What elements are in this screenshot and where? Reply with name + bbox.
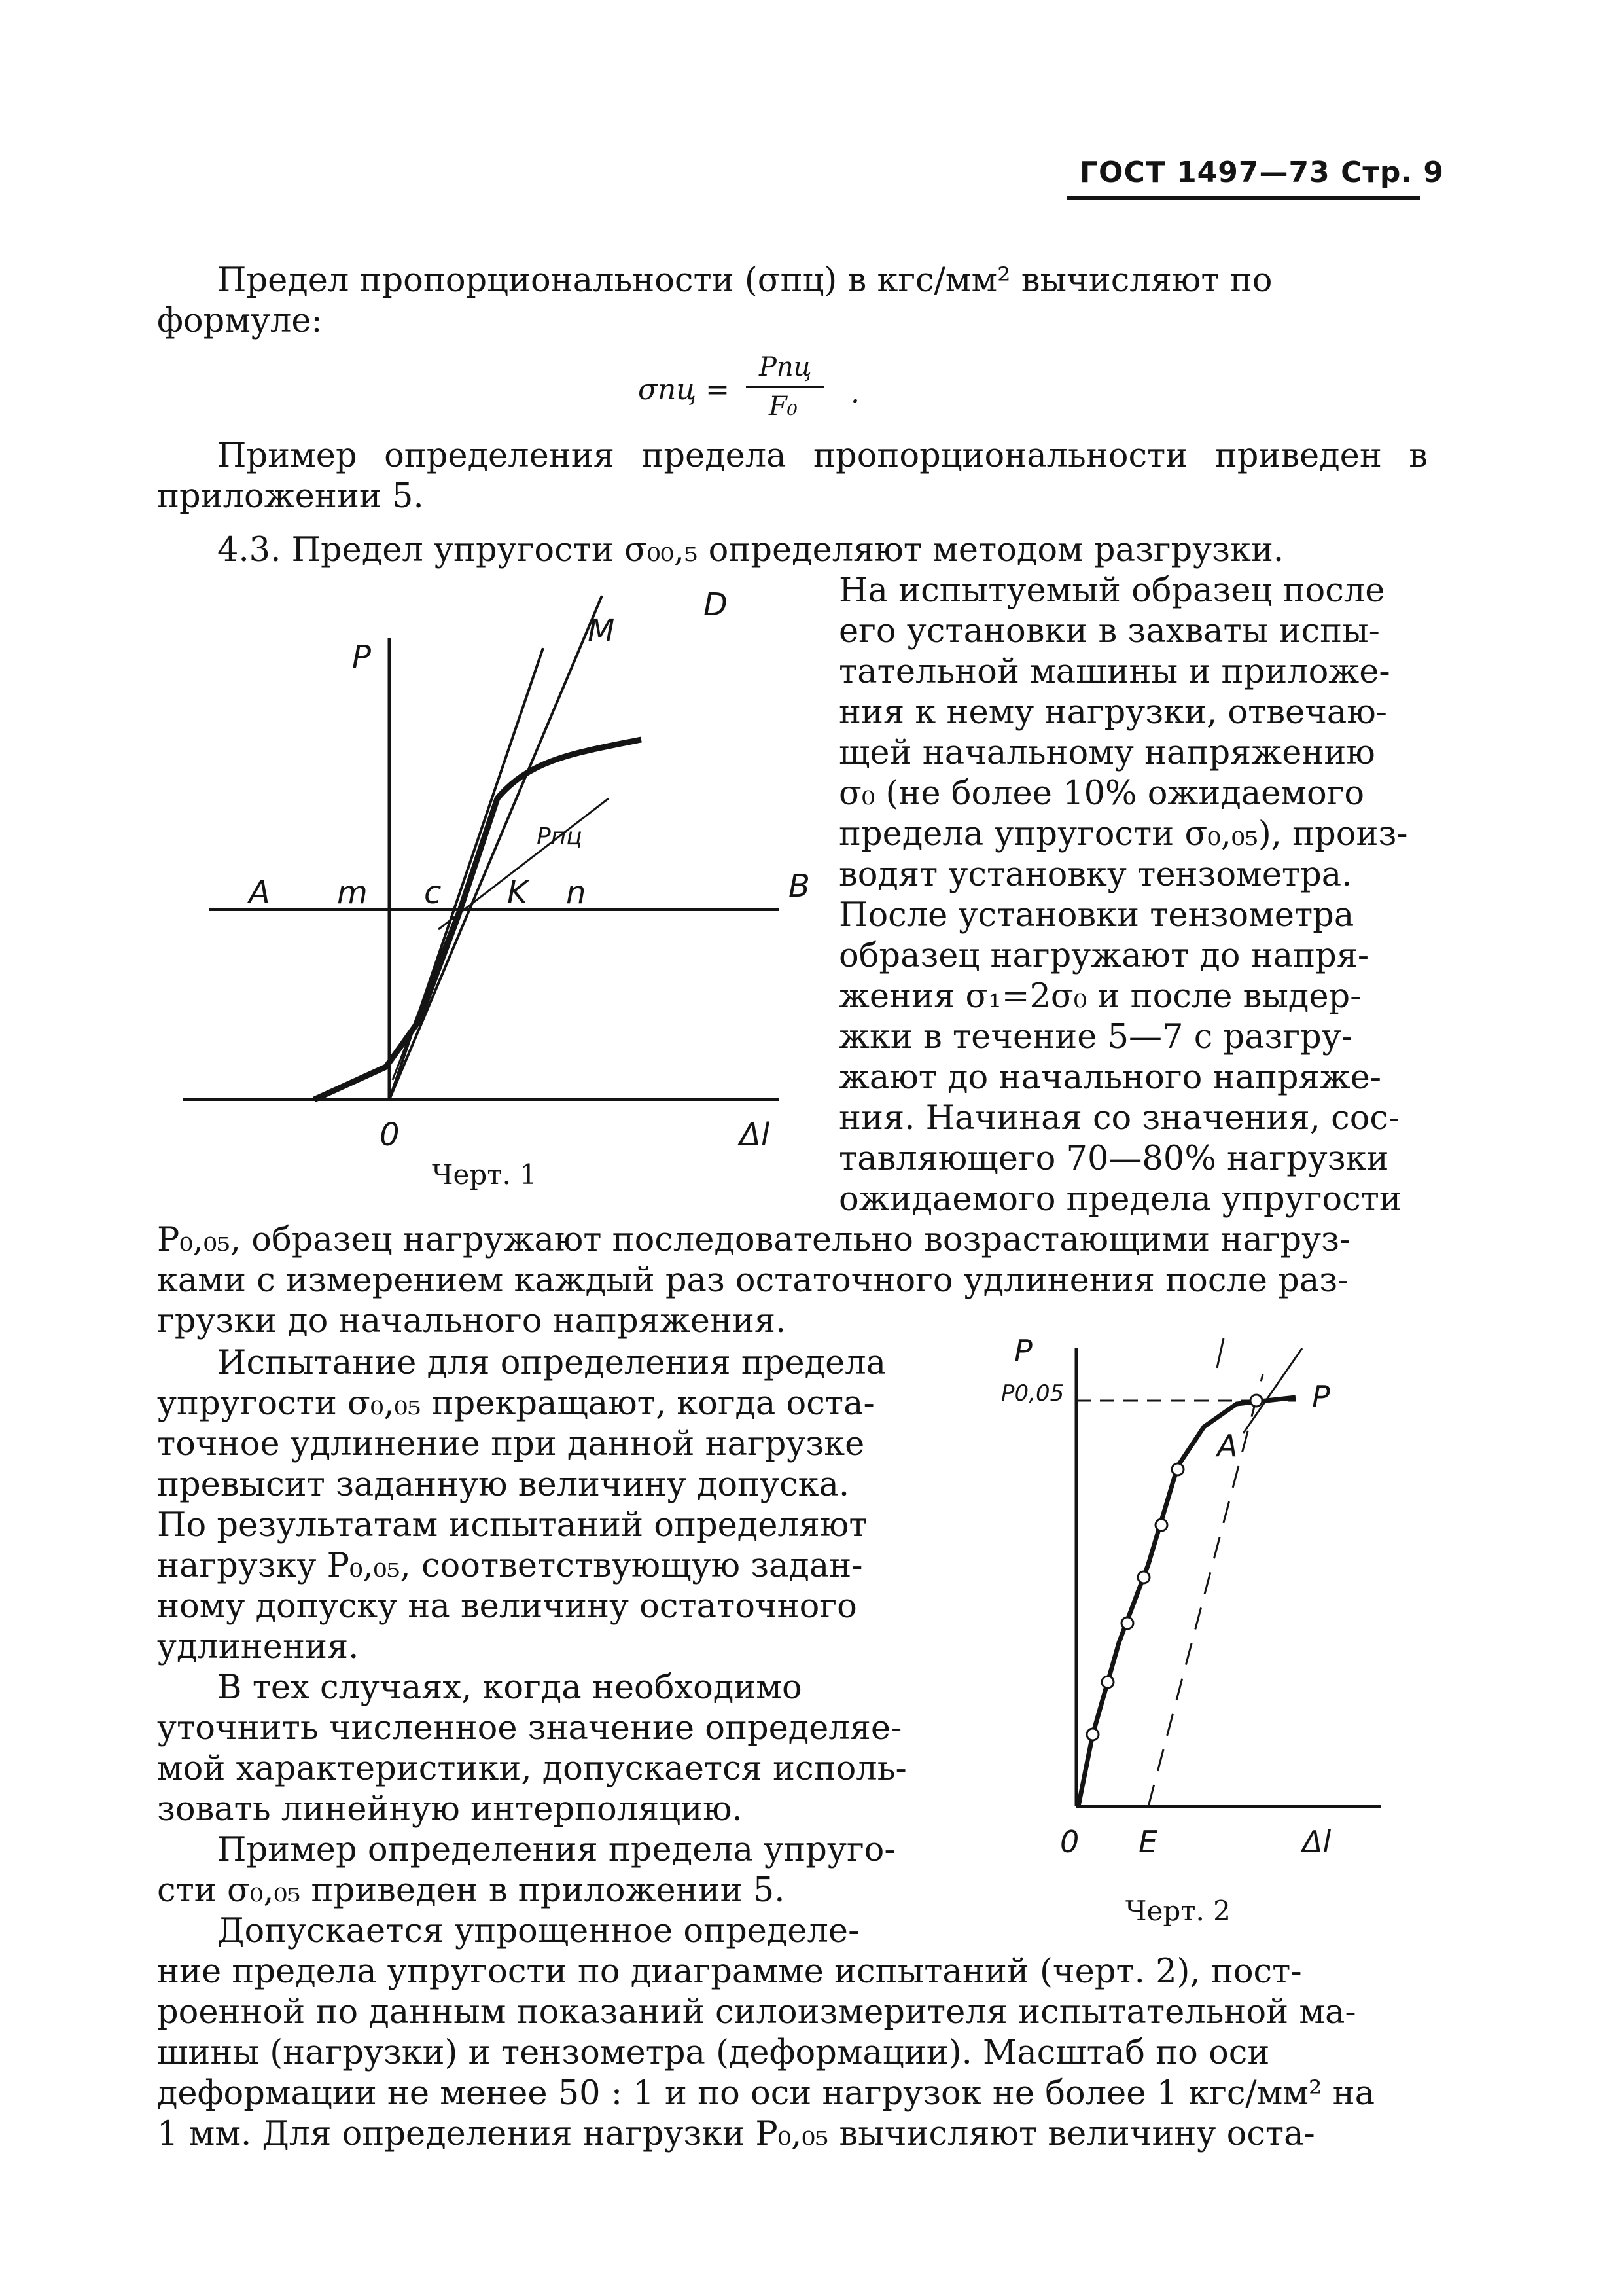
formula-lhs (638, 373, 730, 406)
right-line: водят установку тензометра. (839, 855, 1352, 894)
left-line: сти σ₀,₀₅ приведен в приложении 5. (157, 1871, 785, 1910)
fig2-label-A: A (1217, 1428, 1238, 1463)
formula-period: . (851, 376, 860, 410)
fig1-label-c: c (424, 874, 442, 911)
right-line: ния. Начиная со значения, сос- (839, 1099, 1400, 1138)
fig1-label-dl: Δl (739, 1117, 770, 1153)
right-line: его установки в захваты испы- (839, 612, 1380, 651)
full-line: ками с измерением каждый раз остаточного удлинения после раз- (157, 1261, 1349, 1300)
formula-bar (746, 386, 824, 388)
fig2-offset-dashed (1148, 1374, 1263, 1806)
fig2-label-P: P (1014, 1335, 1033, 1369)
fig2-caption: Черт. 2 (1125, 1895, 1231, 1927)
fig1-curve (314, 740, 641, 1100)
fig2-data-point (1250, 1395, 1262, 1407)
para1-line1: Предел пропорциональности (σпц) в кгс/мм² вычисляют по (217, 261, 1273, 300)
right-line: ожидаемого предела упругости (839, 1180, 1402, 1219)
para1-line2: формуле: (157, 302, 323, 340)
fig2-label-dl: Δl (1302, 1824, 1332, 1859)
right-line: жки в течение 5—7 с разгру- (839, 1018, 1352, 1056)
formula-equals: = (705, 373, 730, 406)
fig2-label-P005: P0,05 (1001, 1380, 1065, 1407)
right-line: образец нагружают до напря- (839, 937, 1369, 975)
left-line: мой характеристики, допускается исполь- (157, 1749, 907, 1788)
formula-denominator: F₀ (769, 391, 798, 422)
left-line: Испытание для определения предела (217, 1344, 887, 1382)
left-line: Пример определения предела упруго- (217, 1831, 896, 1869)
fig1-label-K: K (507, 874, 528, 911)
right-line: жают до начального напряже- (839, 1058, 1382, 1097)
full-line: P₀,₀₅, образец нагружают последовательно возрастающими нагруз- (157, 1221, 1351, 1259)
right-line: предела упругости σ₀,₀₅), произ- (839, 815, 1408, 853)
left-line: ному допуску на величину остаточного (157, 1587, 857, 1626)
right-line: На испытуемый образец после (839, 571, 1385, 610)
fig2-data-point (1102, 1676, 1114, 1688)
left-line: В тех случаях, когда необходимо (217, 1668, 802, 1707)
fig2-line-P (1243, 1348, 1302, 1433)
fig1-label-m: m (337, 874, 368, 911)
final-line: роенной по данным показаний силоизмерителя испытательной ма- (157, 1993, 1356, 2032)
formula-numerator: Pпц (759, 352, 812, 382)
fig1-label-Ppc: Pпц (537, 823, 582, 850)
left-line: зовать линейную интерполяцию. (157, 1790, 743, 1829)
section43-line1: 4.3. Предел упругости σ₀₀,₅ определяют методом разгрузки. (217, 531, 1284, 569)
left-line: нагрузку P₀,₀₅, соответствующую задан- (157, 1547, 863, 1585)
fig2-curve (1078, 1397, 1296, 1806)
right-line: После установки тензометра (839, 896, 1354, 935)
final-line: деформации не менее 50 : 1 и по оси нагрузок не более 1 кгс/мм² на (157, 2074, 1375, 2113)
fig1-label-n: n (566, 874, 586, 911)
final-line: шины (нагрузки) и тензометра (деформации). Масштаб по оси (157, 2034, 1270, 2072)
right-line: ния к нему нагрузки, отвечаю- (839, 693, 1387, 732)
final-line: ние предела упругости по диаграмме испытаний (черт. 2), пост- (157, 1952, 1302, 1991)
fig1-label-O: 0 (380, 1117, 400, 1153)
fig1-label-P: P (352, 639, 371, 675)
right-line: σ₀ (не более 10% ожидаемого (839, 774, 1365, 813)
left-line: удлинения. (157, 1628, 359, 1666)
left-line: упругости σ₀,₀₅ прекращают, когда оста- (157, 1384, 875, 1423)
fig1-label-A: A (249, 874, 270, 911)
fig2-data-point (1156, 1519, 1167, 1531)
right-line: тательной машины и приложе- (839, 653, 1390, 691)
fig1-line-c (393, 910, 458, 1080)
fig1-label-M: M (588, 613, 615, 649)
left-line: По результатам испытаний определяют (157, 1506, 868, 1545)
figure-2 (988, 1335, 1407, 1881)
left-line: превысит заданную величину допуска. (157, 1465, 850, 1504)
left-line: точное удлинение при данной нагрузке (157, 1425, 865, 1463)
para2: Пример определения предела пропорциональности приведен в приложении 5. (157, 437, 1428, 516)
fig2-label-O: 0 (1060, 1824, 1080, 1859)
fig2-tick (1217, 1338, 1224, 1368)
fig2-label-E: E (1139, 1824, 1158, 1859)
left-line: Допускается упрощенное определе- (217, 1912, 860, 1950)
full-line: грузки до начального напряжения. (157, 1302, 786, 1340)
fig1-label-D: D (703, 586, 728, 623)
right-line: жения σ₁=2σ₀ и после выдер- (839, 977, 1362, 1016)
figure-1 (183, 563, 811, 1168)
left-line: уточнить численное значение определяе- (157, 1709, 902, 1748)
figure-2-diagram (988, 1335, 1407, 1878)
fig1-caption: Черт. 1 (432, 1158, 537, 1191)
fig1-label-B: B (788, 868, 810, 905)
figure-1-diagram (183, 563, 811, 1165)
header-rule (1067, 196, 1420, 200)
fig2-data-point (1121, 1617, 1133, 1629)
fig2-data-point (1138, 1571, 1150, 1583)
final-line: 1 мм. Для определения нагрузки P₀,₀₅ вычисляют величину оста- (157, 2115, 1315, 2153)
page-header: ГОСТ 1497—73 Стр. 9 (1080, 156, 1445, 189)
right-line: тавляющего 70—80% нагрузки (839, 1139, 1389, 1178)
fig2-data-point (1087, 1729, 1099, 1740)
fig2-label-Pr: P (1312, 1379, 1330, 1414)
right-line: щей начальному напряжению (839, 734, 1375, 772)
formula-sigma: σпц (638, 373, 697, 406)
fig2-data-point (1172, 1463, 1184, 1475)
